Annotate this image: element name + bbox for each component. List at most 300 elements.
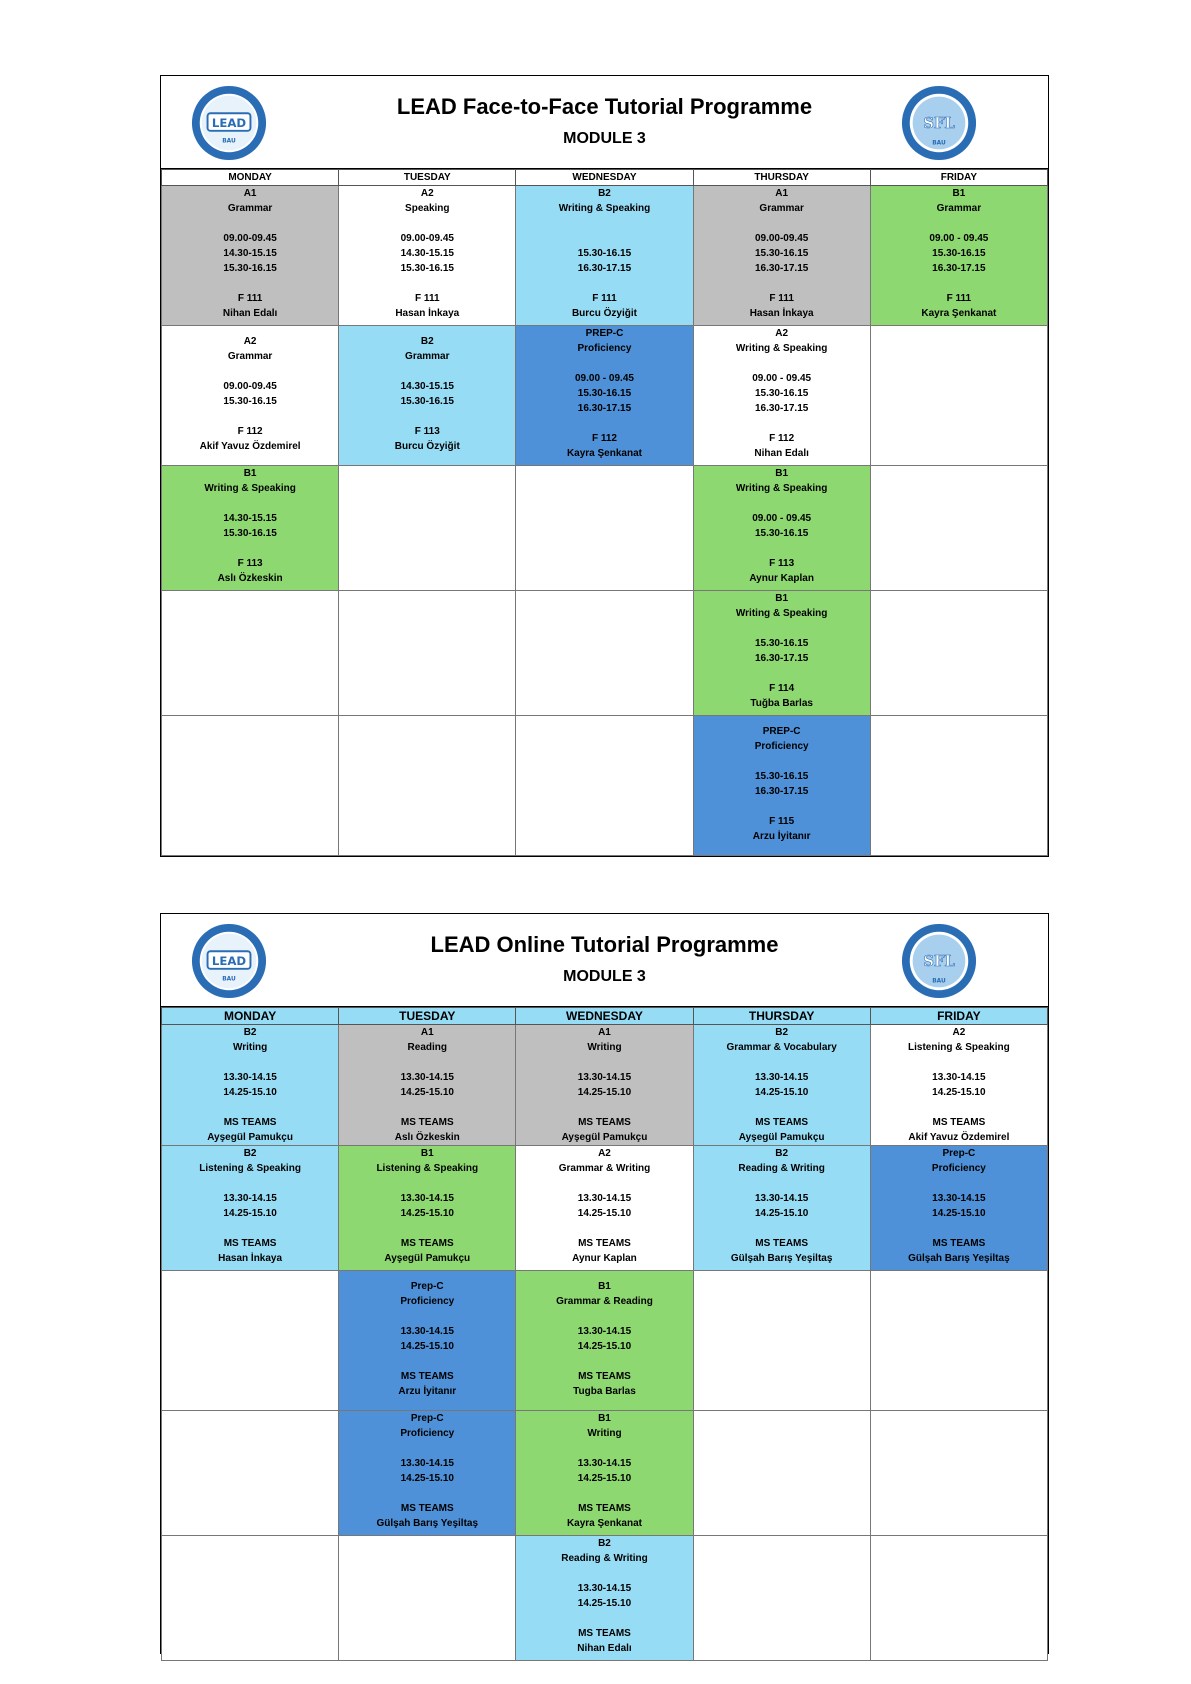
session-line: 15.30-16.15 — [754, 248, 809, 259]
session-line — [871, 1100, 1047, 1115]
session-line: 15.30-16.15 — [223, 396, 277, 407]
empty-cell — [339, 716, 516, 856]
session-line — [694, 496, 870, 511]
session-line: 15.30-16.15 — [932, 248, 986, 259]
session-cell — [870, 1025, 1047, 1146]
schedule-table — [161, 1007, 1048, 1661]
module-label: MODULE 3 — [563, 968, 646, 985]
session-line: PREP-C — [585, 328, 624, 339]
session-line: 13.30-14.15 — [577, 1326, 632, 1337]
session-line — [162, 276, 338, 291]
session-line: 15.30-16.15 — [400, 396, 454, 407]
session-line: Burcu Özyiğit — [571, 308, 637, 319]
session-line: MS TEAMS — [578, 1628, 631, 1639]
session-line — [516, 1309, 692, 1324]
session-line: Aslı Özkeskin — [394, 1132, 460, 1143]
session-line: Prep-C — [410, 1281, 444, 1292]
session-cell — [339, 1146, 516, 1271]
session-line: 14.25-15.10 — [932, 1087, 986, 1098]
session-line: Proficiency — [400, 1428, 455, 1439]
session-line — [516, 1100, 692, 1115]
session-line — [694, 356, 870, 371]
session-cell — [516, 1411, 693, 1536]
session-line: 15.30-16.15 — [754, 388, 809, 399]
session-line — [339, 1486, 515, 1501]
day-header-friday: FRIDAY — [870, 170, 1047, 186]
empty-cell — [516, 466, 693, 591]
session-line — [339, 364, 515, 379]
empty-cell — [516, 591, 693, 716]
session-line: Prep-C — [410, 1413, 444, 1424]
session-line: B2 — [598, 1538, 611, 1549]
svg-text:LEAD: LEAD — [211, 115, 247, 130]
session-line: B2 — [420, 336, 434, 347]
session-cell — [870, 186, 1047, 326]
empty-cell — [870, 466, 1047, 591]
session-line: Grammar — [759, 203, 804, 214]
table-row — [162, 1025, 1048, 1146]
empty-cell — [870, 1271, 1047, 1411]
session-line — [339, 1100, 515, 1115]
session-line: 15.30-16.15 — [400, 263, 454, 274]
session-line: Hasan İnkaya — [218, 1253, 283, 1264]
session-line: Tuğba Barlas — [750, 698, 813, 709]
day-header-thursday: THURSDAY — [693, 170, 870, 186]
session-cell — [339, 186, 516, 326]
session-line: 13.30-14.15 — [577, 1583, 632, 1594]
session-line: Reading & Writing — [561, 1553, 648, 1564]
session-line: MS TEAMS — [578, 1238, 631, 1249]
session-line — [516, 1221, 692, 1236]
session-cell — [339, 326, 516, 466]
session-line: B2 — [775, 1027, 789, 1038]
session-line: Grammar & Writing — [558, 1163, 651, 1174]
session-line: B1 — [775, 468, 789, 479]
session-line — [694, 1176, 870, 1191]
sfl-logo-icon — [900, 84, 978, 162]
session-line: Gülşah Barış Yeşiltaş — [730, 1253, 833, 1264]
schedule-table — [161, 169, 1048, 856]
session-line — [516, 1176, 692, 1191]
session-line: F 113 — [769, 558, 795, 569]
session-line — [516, 1566, 692, 1581]
session-line — [871, 1055, 1047, 1070]
session-line: Grammar — [227, 351, 273, 362]
session-line: Ayşegül Pamukçu — [738, 1132, 825, 1143]
session-line — [694, 621, 870, 636]
session-line: Writing — [587, 1042, 622, 1053]
session-line — [516, 276, 692, 291]
session-line — [694, 541, 870, 556]
session-cell — [516, 1025, 693, 1146]
empty-cell — [693, 1271, 870, 1411]
session-cell — [693, 186, 870, 326]
session-line: 14.25-15.10 — [400, 1473, 454, 1484]
session-line: Writing & Speaking — [204, 483, 296, 494]
session-line: Writing — [232, 1042, 268, 1053]
session-line: Arzu İyitanır — [398, 1386, 457, 1397]
session-line: 14.30-15.15 — [400, 381, 454, 392]
session-line: MS TEAMS — [223, 1117, 277, 1128]
session-line: Proficiency — [931, 1163, 986, 1174]
day-header-tuesday: TUESDAY — [339, 170, 516, 186]
session-line: Gülşah Barış Yeşiltaş — [376, 1518, 479, 1529]
session-line: F 111 — [415, 293, 440, 304]
session-cell — [339, 1025, 516, 1146]
session-line: Nihan Edalı — [754, 448, 809, 459]
session-line: 15.30-16.15 — [577, 248, 632, 259]
session-line — [516, 1611, 692, 1626]
session-line: Aslı Özkeskin — [217, 573, 283, 584]
session-cell — [162, 1025, 339, 1146]
session-line — [162, 541, 338, 556]
session-line: 14.25-15.10 — [400, 1087, 454, 1098]
session-line: Proficiency — [577, 343, 632, 354]
session-line — [339, 1309, 515, 1324]
session-line: Grammar — [405, 351, 450, 362]
session-line: Aynur Kaplan — [749, 573, 814, 584]
session-line: 15.30-16.15 — [577, 388, 632, 399]
session-line: Nihan Edalı — [577, 1643, 632, 1654]
session-line — [694, 276, 870, 291]
session-line: 13.30-14.15 — [400, 1193, 454, 1204]
day-header-tuesday: TUESDAY — [339, 1008, 516, 1025]
empty-cell — [516, 716, 693, 856]
session-line: MS TEAMS — [755, 1238, 809, 1249]
session-cell — [162, 326, 339, 466]
session-line: 15.30-16.15 — [754, 638, 809, 649]
session-line: 13.30-14.15 — [754, 1072, 809, 1083]
session-line: Kayra Şenkanat — [566, 448, 642, 459]
session-line: A1 — [775, 188, 789, 199]
session-line: 14.25-15.10 — [577, 1598, 632, 1609]
session-cell — [516, 186, 693, 326]
session-line: 16.30-17.15 — [754, 403, 809, 414]
session-line: 15.30-16.15 — [754, 771, 809, 782]
session-line: MS TEAMS — [400, 1117, 454, 1128]
session-line: Akif Yavuz Özdemirel — [908, 1132, 1010, 1143]
page-title: LEAD Online Tutorial Programme — [430, 932, 779, 957]
session-line: B2 — [243, 1148, 257, 1159]
session-line: Ayşegül Pamukçu — [384, 1253, 471, 1264]
programme-header — [161, 914, 1048, 1007]
session-line: MS TEAMS — [223, 1238, 277, 1249]
session-line: Hasan İnkaya — [395, 308, 460, 319]
session-line: Kayra Şenkanat — [566, 1518, 642, 1529]
session-line: MS TEAMS — [932, 1238, 986, 1249]
session-line: Prep-C — [942, 1148, 976, 1159]
days-header-row — [162, 170, 1048, 186]
session-line — [694, 1221, 870, 1236]
session-cell — [162, 186, 339, 326]
session-line: A2 — [775, 328, 789, 339]
session-line — [694, 1055, 870, 1070]
session-line: B1 — [420, 1148, 434, 1159]
session-line: F 115 — [769, 816, 795, 827]
session-line: 14.25-15.10 — [577, 1208, 632, 1219]
session-line: F 112 — [769, 433, 795, 444]
session-line — [162, 1100, 338, 1115]
session-line: 14.25-15.10 — [577, 1473, 632, 1484]
session-line: 09.00 - 09.45 — [929, 233, 989, 244]
session-line: Grammar & Reading — [556, 1296, 653, 1307]
session-line — [339, 1441, 515, 1456]
table-row — [162, 1411, 1048, 1536]
session-line — [871, 1176, 1047, 1191]
session-line: 09.00 - 09.45 — [575, 373, 634, 384]
session-line: 13.30-14.15 — [932, 1072, 986, 1083]
session-cell — [693, 466, 870, 591]
session-line — [694, 416, 870, 431]
session-line: 14.25-15.10 — [223, 1208, 277, 1219]
session-line: B2 — [775, 1148, 789, 1159]
session-line: MS TEAMS — [400, 1503, 454, 1514]
day-header-friday: FRIDAY — [870, 1008, 1047, 1025]
empty-cell — [870, 716, 1047, 856]
session-line: F 111 — [946, 293, 972, 304]
face-to-face-programme — [160, 75, 1049, 857]
session-cell — [339, 1411, 516, 1536]
day-header-wednesday: WEDNESDAY — [516, 1008, 693, 1025]
session-line: 16.30-17.15 — [754, 263, 809, 274]
session-cell — [339, 1271, 516, 1411]
session-line: Aynur Kaplan — [572, 1253, 637, 1264]
session-line: Hasan İnkaya — [749, 308, 814, 319]
session-line: 09.00-09.45 — [223, 381, 277, 392]
table-row — [162, 591, 1048, 716]
session-cell — [693, 591, 870, 716]
session-line: B1 — [775, 593, 789, 604]
session-line: 14.25-15.10 — [400, 1208, 454, 1219]
session-line: F 111 — [769, 293, 794, 304]
session-line — [516, 1486, 692, 1501]
session-line: 14.25-15.10 — [932, 1208, 986, 1219]
sfl-logo-icon — [900, 922, 978, 1000]
session-line: F 113 — [237, 558, 263, 569]
session-line — [339, 276, 515, 291]
session-line: Writing & Speaking — [735, 483, 828, 494]
day-header-wednesday: WEDNESDAY — [516, 170, 693, 186]
session-line: B1 — [598, 1281, 611, 1292]
session-cell — [162, 466, 339, 591]
module-label: MODULE 3 — [563, 130, 646, 147]
session-line: 13.30-14.15 — [400, 1326, 454, 1337]
session-line: Listening & Speaking — [908, 1042, 1010, 1053]
session-cell — [870, 1146, 1047, 1271]
svg-text:BAU: BAU — [932, 978, 946, 985]
session-line: MS TEAMS — [400, 1238, 454, 1249]
session-line: MS TEAMS — [578, 1371, 631, 1382]
session-cell — [516, 1146, 693, 1271]
table-row — [162, 326, 1048, 466]
session-line: Listening & Speaking — [376, 1163, 479, 1174]
empty-cell — [693, 1536, 870, 1661]
session-line: Ayşegül Pamukçu — [207, 1132, 293, 1143]
session-line — [694, 216, 870, 231]
session-line: Reading — [407, 1042, 447, 1053]
session-line: F 111 — [237, 293, 263, 304]
session-line: A2 — [420, 188, 434, 199]
table-row — [162, 1536, 1048, 1661]
session-line — [516, 416, 692, 431]
session-line: 16.30-17.15 — [577, 263, 632, 274]
session-line — [162, 364, 338, 379]
session-line: Listening & Speaking — [199, 1163, 301, 1174]
session-line: Kayra Şenkanat — [921, 308, 997, 319]
session-line — [694, 666, 870, 681]
session-line — [162, 409, 338, 424]
session-line: MS TEAMS — [755, 1117, 809, 1128]
session-line: B2 — [243, 1027, 257, 1038]
session-line: 13.30-14.15 — [400, 1072, 454, 1083]
session-cell — [693, 1146, 870, 1271]
online-programme — [160, 913, 1049, 1654]
svg-text:SFL: SFL — [923, 114, 955, 132]
session-line: 13.30-14.15 — [577, 1072, 632, 1083]
session-line — [694, 754, 870, 769]
session-line: 16.30-17.15 — [754, 786, 809, 797]
empty-cell — [339, 466, 516, 591]
session-line: 09.00-09.45 — [754, 233, 809, 244]
session-line: MS TEAMS — [932, 1117, 986, 1128]
session-line: B1 — [243, 468, 257, 479]
session-line — [339, 216, 515, 231]
empty-cell — [162, 1271, 339, 1411]
session-line: 15.30-16.15 — [223, 528, 277, 539]
svg-text:BAU: BAU — [222, 138, 236, 145]
session-line — [162, 216, 338, 231]
table-row — [162, 1146, 1048, 1271]
empty-cell — [339, 591, 516, 716]
session-line: A2 — [952, 1027, 966, 1038]
session-line — [871, 216, 1047, 231]
session-line: Reading & Writing — [738, 1163, 825, 1174]
empty-cell — [162, 1411, 339, 1536]
svg-text:SFL: SFL — [923, 952, 955, 970]
session-line: 14.25-15.10 — [400, 1341, 454, 1352]
session-line — [339, 1354, 515, 1369]
session-line — [339, 1055, 515, 1070]
session-line — [694, 1100, 870, 1115]
session-line: F 112 — [237, 426, 263, 437]
session-line: 14.25-15.10 — [577, 1341, 632, 1352]
session-line — [516, 1441, 692, 1456]
empty-cell — [162, 716, 339, 856]
session-line: PREP-C — [762, 726, 801, 737]
session-line: 13.30-14.15 — [223, 1193, 277, 1204]
session-line: A1 — [420, 1027, 434, 1038]
session-line: A1 — [243, 188, 257, 199]
empty-cell — [162, 1536, 339, 1661]
session-line: 13.30-14.15 — [754, 1193, 809, 1204]
day-header-monday: MONDAY — [162, 1008, 339, 1025]
session-line: Proficiency — [400, 1296, 455, 1307]
session-line: A2 — [243, 336, 257, 347]
empty-cell — [693, 1411, 870, 1536]
session-line: Arzu İyitanır — [752, 831, 811, 842]
session-line: 09.00 - 09.45 — [752, 373, 812, 384]
svg-text:BAU: BAU — [932, 140, 946, 147]
session-line: Grammar — [936, 203, 982, 214]
session-line: 13.30-14.15 — [400, 1458, 454, 1469]
session-line — [516, 216, 692, 231]
session-line: 14.30-15.15 — [400, 248, 454, 259]
session-line: A1 — [598, 1027, 611, 1038]
day-header-monday: MONDAY — [162, 170, 339, 186]
empty-cell — [870, 1536, 1047, 1661]
session-line: 14.25-15.10 — [223, 1087, 277, 1098]
day-header-thursday: THURSDAY — [693, 1008, 870, 1025]
session-line: Writing — [587, 1428, 622, 1439]
session-cell — [693, 1025, 870, 1146]
session-line: Proficiency — [754, 741, 809, 752]
empty-cell — [339, 1536, 516, 1661]
session-line: 15.30-16.15 — [754, 528, 809, 539]
session-line: 13.30-14.15 — [932, 1193, 986, 1204]
session-line: Ayşegül Pamukçu — [561, 1132, 648, 1143]
session-line: A2 — [598, 1148, 611, 1159]
table-row — [162, 716, 1048, 856]
empty-cell — [870, 591, 1047, 716]
svg-text:LEAD: LEAD — [211, 953, 247, 968]
session-line: Writing & Speaking — [735, 608, 828, 619]
session-line: B1 — [598, 1413, 611, 1424]
session-line: F 114 — [769, 683, 795, 694]
session-cell — [516, 1536, 693, 1661]
session-line — [516, 356, 692, 371]
session-line — [339, 1221, 515, 1236]
session-line: Akif Yavuz Özdemirel — [199, 441, 301, 452]
session-line — [871, 1221, 1047, 1236]
session-cell — [516, 1271, 693, 1411]
table-row — [162, 186, 1048, 326]
session-line: F 113 — [414, 426, 440, 437]
session-line: 14.25-15.10 — [577, 1087, 632, 1098]
session-cell — [516, 326, 693, 466]
session-line: 09.00-09.45 — [400, 233, 454, 244]
session-line: B2 — [598, 188, 611, 199]
empty-cell — [870, 1411, 1047, 1536]
session-line: 14.30-15.15 — [223, 248, 277, 259]
empty-cell — [162, 591, 339, 716]
session-line — [516, 1354, 692, 1369]
session-line: 14.25-15.10 — [754, 1087, 809, 1098]
days-header-row — [162, 1008, 1048, 1025]
session-line — [162, 496, 338, 511]
session-line: F 111 — [592, 293, 617, 304]
session-line: Grammar & Vocabulary — [726, 1042, 837, 1053]
session-line: Writing & Speaking — [558, 203, 651, 214]
session-cell — [162, 1146, 339, 1271]
session-line: Writing & Speaking — [735, 343, 828, 354]
table-row — [162, 1271, 1048, 1411]
session-line: Grammar — [227, 203, 273, 214]
session-line: Gülşah Barış Yeşiltaş — [908, 1253, 1010, 1264]
svg-text:BAU: BAU — [222, 976, 236, 983]
session-line: 16.30-17.15 — [932, 263, 986, 274]
session-line: 13.30-14.15 — [577, 1193, 632, 1204]
session-line: 14.25-15.10 — [754, 1208, 809, 1219]
page-title: LEAD Face-to-Face Tutorial Programme — [396, 94, 813, 119]
session-line: Nihan Edalı — [222, 308, 278, 319]
session-line: MS TEAMS — [578, 1117, 631, 1128]
session-line: MS TEAMS — [400, 1371, 454, 1382]
session-line — [339, 409, 515, 424]
session-line: Tugba Barlas — [573, 1386, 636, 1397]
session-line: 14.30-15.15 — [223, 513, 277, 524]
session-line — [162, 1221, 338, 1236]
session-line — [871, 276, 1047, 291]
